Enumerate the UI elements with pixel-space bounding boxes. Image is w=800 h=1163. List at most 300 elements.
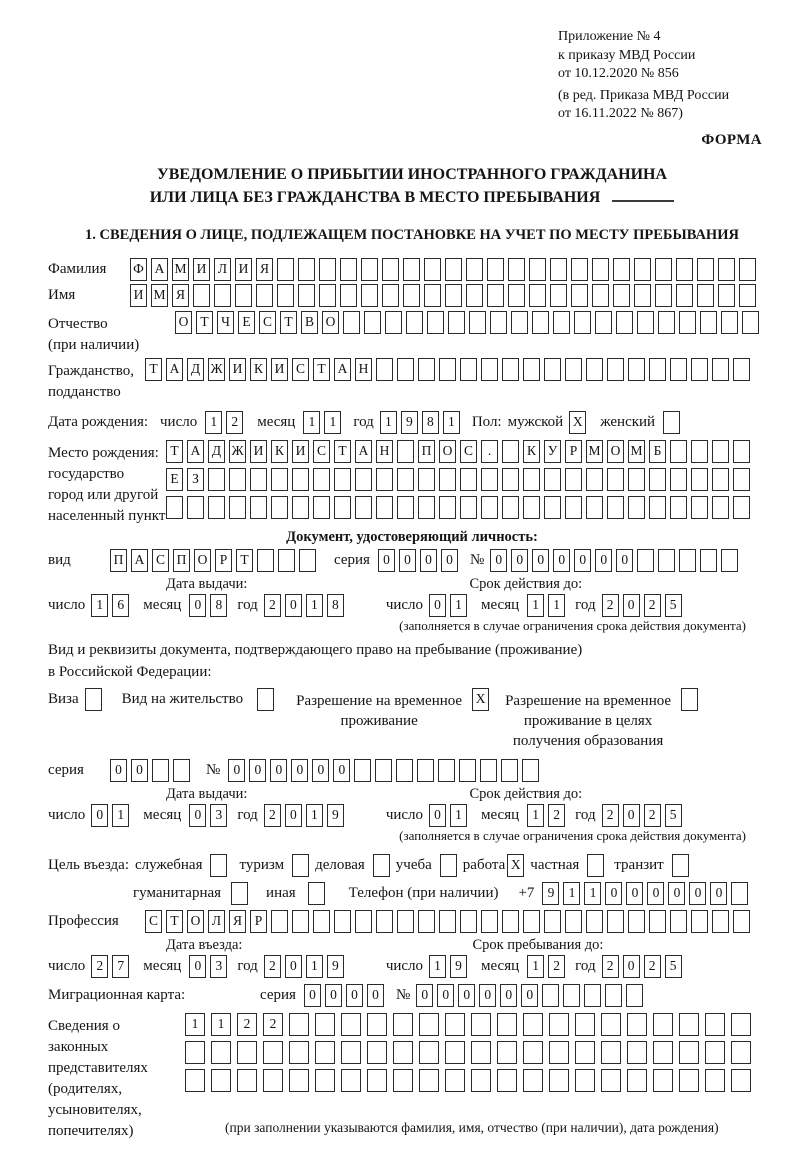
- stay-month-label: месяц: [481, 957, 520, 974]
- char-cell: 0: [437, 984, 454, 1007]
- char-cell: 0: [441, 549, 458, 572]
- residence-doc-note: (заполняется в случае ограничения срока действия документа): [399, 827, 746, 843]
- stay-year-cells: [602, 955, 686, 978]
- char-cell: [459, 759, 476, 782]
- purpose-tourism-label: туризм: [239, 856, 285, 873]
- char-cell: И: [229, 358, 246, 381]
- char-cell: Ж: [229, 440, 246, 463]
- char-cell: [502, 910, 519, 933]
- char-cell: [376, 358, 393, 381]
- char-cell: [397, 468, 414, 491]
- representatives-cells-row3: [185, 1069, 757, 1092]
- char-cell: [397, 440, 414, 463]
- char-cell: [341, 1013, 361, 1036]
- char-cell: [508, 258, 525, 281]
- char-cell: [373, 854, 390, 877]
- char-cell: [319, 258, 336, 281]
- char-cell: [271, 910, 288, 933]
- char-cell: [649, 496, 666, 519]
- issue-month-cells: [189, 594, 231, 617]
- char-cell: [334, 468, 351, 491]
- char-cell: 2: [602, 955, 619, 978]
- char-cell: [607, 910, 624, 933]
- char-cell: 2: [602, 594, 619, 617]
- residence-number-cells: [228, 759, 543, 782]
- char-cell: [397, 910, 414, 933]
- char-cell: 1: [324, 411, 341, 434]
- char-cell: [542, 984, 559, 1007]
- phone-label: Телефон (при наличии): [348, 884, 499, 901]
- char-cell: [502, 358, 519, 381]
- char-cell: [679, 1041, 699, 1064]
- identity-expiry-label: Срок действия до:: [469, 575, 583, 592]
- char-cell: [263, 1041, 283, 1064]
- char-cell: [721, 311, 738, 334]
- residence-doc-dates-row: [48, 804, 776, 827]
- purpose-other-checkbox: [308, 882, 329, 905]
- char-cell: 1: [91, 594, 108, 617]
- char-cell: Т: [166, 440, 183, 463]
- char-cell: 0: [333, 759, 350, 782]
- char-cell: [742, 311, 759, 334]
- char-cell: [712, 358, 729, 381]
- char-cell: Л: [214, 258, 231, 281]
- char-cell: [403, 258, 420, 281]
- representatives-label-line2: законных: [48, 1038, 109, 1055]
- char-cell: [592, 258, 609, 281]
- residence-permit-checkbox: [257, 688, 278, 711]
- representatives-cells-row2: [185, 1041, 757, 1064]
- issue-month-label: месяц: [143, 596, 182, 613]
- char-cell: [185, 1069, 205, 1092]
- char-cell: [424, 258, 441, 281]
- char-cell: 1: [185, 1013, 205, 1036]
- char-cell: [653, 1041, 673, 1064]
- char-cell: 0: [346, 984, 363, 1007]
- residence-doc-intro1: Вид и реквизиты документа, подтверждающего право на пребывание (проживание): [48, 641, 583, 658]
- char-cell: 0: [420, 549, 437, 572]
- char-cell: [376, 910, 393, 933]
- identity-doc-dates-row: [48, 594, 776, 617]
- char-cell: 2: [644, 804, 661, 827]
- residence-expiry-day-label: число: [385, 806, 424, 823]
- char-cell: 1: [527, 804, 544, 827]
- char-cell: [628, 468, 645, 491]
- char-cell: [355, 496, 372, 519]
- char-cell: С: [152, 549, 169, 572]
- char-cell: [289, 1069, 309, 1092]
- birth-year-label: год: [353, 413, 374, 430]
- char-cell: [601, 1041, 621, 1064]
- char-cell: [403, 284, 420, 307]
- char-cell: [355, 910, 372, 933]
- char-cell: [571, 258, 588, 281]
- char-cell: [313, 496, 330, 519]
- char-cell: Я: [229, 910, 246, 933]
- char-cell: Д: [187, 358, 204, 381]
- char-cell: [481, 358, 498, 381]
- char-cell: 0: [532, 549, 549, 572]
- entry-day-label: число: [48, 957, 86, 974]
- name-cells: [130, 284, 760, 307]
- issue-day-cells: [91, 594, 133, 617]
- birth-place-cells-row3: [166, 496, 754, 519]
- expiry-day-label: число: [385, 596, 424, 613]
- entry-dates-row: [48, 955, 776, 978]
- char-cell: [208, 468, 225, 491]
- residence-expiry-date-group: [386, 804, 686, 827]
- char-cell: О: [607, 440, 624, 463]
- char-cell: Б: [649, 440, 666, 463]
- char-cell: [653, 1013, 673, 1036]
- char-cell: 0: [521, 984, 538, 1007]
- citizenship-label: [48, 358, 145, 403]
- char-cell: Е: [166, 468, 183, 491]
- char-cell: Н: [355, 358, 372, 381]
- char-cell: [586, 496, 603, 519]
- char-cell: [424, 284, 441, 307]
- char-cell: 0: [312, 759, 329, 782]
- char-cell: 8: [210, 594, 227, 617]
- purpose-transit-label: транзит: [614, 856, 664, 873]
- char-cell: [705, 1041, 725, 1064]
- char-cell: [397, 358, 414, 381]
- char-cell: [601, 1013, 621, 1036]
- representatives-label: [48, 1013, 185, 1142]
- char-cell: [263, 1069, 283, 1092]
- char-cell: 1: [584, 882, 601, 905]
- sex-female-checkbox: [663, 411, 684, 434]
- temp-residence-label-line1: Разрешение на временное: [296, 692, 463, 709]
- stay-month-cells: [527, 955, 569, 978]
- profession-label: Профессия: [48, 912, 119, 929]
- purpose-other-label: иная: [266, 884, 296, 901]
- representatives-label-line3: представителях: [48, 1059, 148, 1076]
- char-cell: Я: [256, 258, 273, 281]
- char-cell: [277, 258, 294, 281]
- identity-issue-date-group: [48, 594, 348, 617]
- char-cell: [487, 258, 504, 281]
- char-cell: 1: [548, 594, 565, 617]
- char-cell: С: [145, 910, 162, 933]
- char-cell: [628, 910, 645, 933]
- char-cell: [231, 882, 248, 905]
- char-cell: 2: [263, 1013, 283, 1036]
- char-cell: [277, 284, 294, 307]
- char-cell: [676, 284, 693, 307]
- char-cell: [229, 496, 246, 519]
- residence-permit-label: Вид на жительство: [121, 690, 244, 707]
- char-cell: [627, 1041, 647, 1064]
- char-cell: И: [193, 258, 210, 281]
- char-cell: 0: [616, 549, 633, 572]
- char-cell: [712, 468, 729, 491]
- char-cell: 0: [605, 882, 622, 905]
- char-cell: [522, 759, 539, 782]
- char-cell: [460, 910, 477, 933]
- char-cell: 1: [112, 804, 129, 827]
- char-cell: [417, 759, 434, 782]
- char-cell: 1: [306, 804, 323, 827]
- char-cell: 0: [285, 594, 302, 617]
- char-cell: С: [313, 440, 330, 463]
- residence-series-cells: [110, 759, 194, 782]
- char-cell: [256, 284, 273, 307]
- char-cell: [679, 1013, 699, 1036]
- char-cell: [315, 1013, 335, 1036]
- char-cell: [613, 284, 630, 307]
- char-cell: [712, 910, 729, 933]
- patronymic-row: [48, 311, 776, 356]
- migration-card-row: [48, 984, 776, 1007]
- char-cell: [396, 759, 413, 782]
- char-cell: 0: [110, 759, 127, 782]
- identity-doc-kind-cells: [110, 549, 320, 572]
- char-cell: [529, 258, 546, 281]
- char-cell: [292, 468, 309, 491]
- char-cell: [658, 549, 675, 572]
- char-cell: [523, 496, 540, 519]
- char-cell: [445, 284, 462, 307]
- citizenship-cells: [145, 358, 754, 381]
- char-cell: [237, 1041, 257, 1064]
- char-cell: [460, 358, 477, 381]
- char-cell: 0: [647, 882, 664, 905]
- char-cell: М: [172, 258, 189, 281]
- char-cell: [634, 258, 651, 281]
- representatives-label-line6: попечителях): [48, 1122, 134, 1139]
- char-cell: [718, 284, 735, 307]
- temp-residence-edu-label: [505, 688, 671, 751]
- char-cell: [376, 496, 393, 519]
- char-cell: [487, 284, 504, 307]
- char-cell: [460, 468, 477, 491]
- form-title: [48, 163, 776, 209]
- char-cell: [393, 1069, 413, 1092]
- char-cell: [544, 358, 561, 381]
- char-cell: 0: [189, 594, 206, 617]
- expiry-year-label: год: [575, 596, 596, 613]
- patronymic-label: [48, 311, 175, 356]
- char-cell: [440, 854, 457, 877]
- char-cell: [419, 1013, 439, 1036]
- purpose-study-checkbox: [440, 854, 461, 877]
- char-cell: [613, 258, 630, 281]
- char-cell: [354, 759, 371, 782]
- char-cell: У: [544, 440, 561, 463]
- identity-issue-label: Дата выдачи:: [166, 575, 248, 592]
- char-cell: [211, 1069, 231, 1092]
- char-cell: [549, 1013, 569, 1036]
- char-cell: 0: [367, 984, 384, 1007]
- temp-residence-edu-label-line2: проживание в целях: [523, 712, 653, 729]
- char-cell: [697, 284, 714, 307]
- char-cell: [705, 1013, 725, 1036]
- char-cell: [592, 284, 609, 307]
- char-cell: [397, 496, 414, 519]
- char-cell: 0: [668, 882, 685, 905]
- birth-place-cells-block: [166, 440, 754, 519]
- char-cell: О: [187, 910, 204, 933]
- char-cell: [616, 311, 633, 334]
- citizenship-label-line1: Гражданство,: [48, 362, 135, 379]
- char-cell: [445, 258, 462, 281]
- char-cell: [340, 258, 357, 281]
- char-cell: 0: [458, 984, 475, 1007]
- char-cell: 8: [422, 411, 439, 434]
- char-cell: [733, 440, 750, 463]
- char-cell: [334, 910, 351, 933]
- identity-doc-date-labels: [48, 576, 776, 593]
- char-cell: [445, 1013, 465, 1036]
- char-cell: [385, 311, 402, 334]
- char-cell: [670, 910, 687, 933]
- identity-doc-note: (заполняется в случае ограничения срока действия документа): [399, 617, 746, 633]
- char-cell: [523, 1069, 543, 1092]
- char-cell: [712, 496, 729, 519]
- purpose-business-checkbox: [373, 854, 394, 877]
- char-cell: 0: [710, 882, 727, 905]
- char-cell: 0: [285, 804, 302, 827]
- char-cell: [502, 468, 519, 491]
- char-cell: 0: [325, 984, 342, 1007]
- char-cell: [731, 1013, 751, 1036]
- char-cell: 2: [644, 955, 661, 978]
- char-cell: [439, 910, 456, 933]
- temp-residence-label-line2: проживание: [340, 712, 418, 729]
- identity-doc-series-cells: [378, 549, 462, 572]
- purpose-official-checkbox: [210, 854, 231, 877]
- char-cell: [705, 1069, 725, 1092]
- char-cell: [419, 1069, 439, 1092]
- char-cell: [586, 358, 603, 381]
- char-cell: 1: [211, 1013, 231, 1036]
- char-cell: О: [175, 311, 192, 334]
- char-cell: [319, 284, 336, 307]
- char-cell: 9: [450, 955, 467, 978]
- entry-date-label: Дата въезда:: [166, 936, 243, 953]
- char-cell: [481, 910, 498, 933]
- char-cell: [257, 688, 274, 711]
- birth-day-cells: [205, 411, 247, 434]
- char-cell: С: [259, 311, 276, 334]
- purpose-private-label: частная: [530, 856, 580, 873]
- purpose-work-label: работа: [462, 856, 506, 873]
- char-cell: [565, 468, 582, 491]
- char-cell: [628, 496, 645, 519]
- identity-doc-series-label: серия: [334, 551, 370, 568]
- entry-year-cells: [264, 955, 348, 978]
- char-cell: [85, 688, 102, 711]
- char-cell: 1: [380, 411, 397, 434]
- char-cell: 2: [602, 804, 619, 827]
- representatives-label-line4: (родителях,: [48, 1080, 123, 1097]
- char-cell: [313, 910, 330, 933]
- char-cell: [315, 1041, 335, 1064]
- char-cell: [712, 440, 729, 463]
- char-cell: А: [334, 358, 351, 381]
- issue-day-label: число: [48, 596, 86, 613]
- header-ref-line: Приложение № 4: [558, 29, 661, 44]
- char-cell: 1: [306, 955, 323, 978]
- patronymic-label-line2: (при наличии): [48, 336, 140, 353]
- char-cell: [655, 284, 672, 307]
- char-cell: 0: [511, 549, 528, 572]
- char-cell: 1: [527, 594, 544, 617]
- char-cell: [214, 284, 231, 307]
- char-cell: [649, 358, 666, 381]
- entry-day-cells: [91, 955, 133, 978]
- char-cell: X: [507, 854, 524, 877]
- char-cell: [341, 1041, 361, 1064]
- char-cell: [502, 440, 519, 463]
- char-cell: [210, 854, 227, 877]
- char-cell: [299, 549, 316, 572]
- char-cell: 0: [626, 882, 643, 905]
- char-cell: [340, 284, 357, 307]
- char-cell: 1: [563, 882, 580, 905]
- residence-issue-month-cells: [189, 804, 231, 827]
- char-cell: С: [460, 440, 477, 463]
- char-cell: X: [569, 411, 586, 434]
- char-cell: [237, 1069, 257, 1092]
- char-cell: Ж: [208, 358, 225, 381]
- stay-day-label: число: [385, 957, 424, 974]
- temp-residence-edu-checkbox: [681, 688, 702, 711]
- char-cell: [700, 311, 717, 334]
- char-cell: [584, 984, 601, 1007]
- char-cell: 0: [623, 594, 640, 617]
- char-cell: 5: [665, 594, 682, 617]
- sex-male-checkbox: [569, 411, 590, 434]
- char-cell: [571, 284, 588, 307]
- migration-card-label: Миграционная карта:: [48, 986, 186, 1003]
- char-cell: [341, 1069, 361, 1092]
- char-cell: 1: [205, 411, 222, 434]
- char-cell: [367, 1069, 387, 1092]
- char-cell: [481, 468, 498, 491]
- char-cell: 9: [542, 882, 559, 905]
- header-reference: [558, 28, 776, 124]
- entry-purpose-row2: [48, 882, 776, 905]
- char-cell: Т: [196, 311, 213, 334]
- residence-expiry-month-cells: [527, 804, 569, 827]
- surname-cells: [130, 258, 760, 281]
- char-cell: [471, 1069, 491, 1092]
- char-cell: [235, 284, 252, 307]
- char-cell: 3: [210, 955, 227, 978]
- entry-purpose-row: [48, 854, 776, 877]
- char-cell: [211, 1041, 231, 1064]
- residence-expiry-year-cells: [602, 804, 686, 827]
- char-cell: [670, 496, 687, 519]
- char-cell: [229, 468, 246, 491]
- purpose-private-checkbox: [587, 854, 608, 877]
- char-cell: 5: [665, 955, 682, 978]
- birth-place-label-line1: Место рождения:: [48, 444, 159, 461]
- char-cell: [550, 258, 567, 281]
- purpose-humanitarian-label: гуманитарная: [133, 884, 222, 901]
- char-cell: [438, 759, 455, 782]
- char-cell: 0: [429, 804, 446, 827]
- entry-month-label: месяц: [143, 957, 182, 974]
- char-cell: [193, 284, 210, 307]
- representatives-cells-row1: [185, 1013, 757, 1036]
- temp-residence-edu-label-line1: Разрешение на временное: [505, 692, 672, 709]
- char-cell: [549, 1069, 569, 1092]
- char-cell: Р: [250, 910, 267, 933]
- char-cell: [544, 496, 561, 519]
